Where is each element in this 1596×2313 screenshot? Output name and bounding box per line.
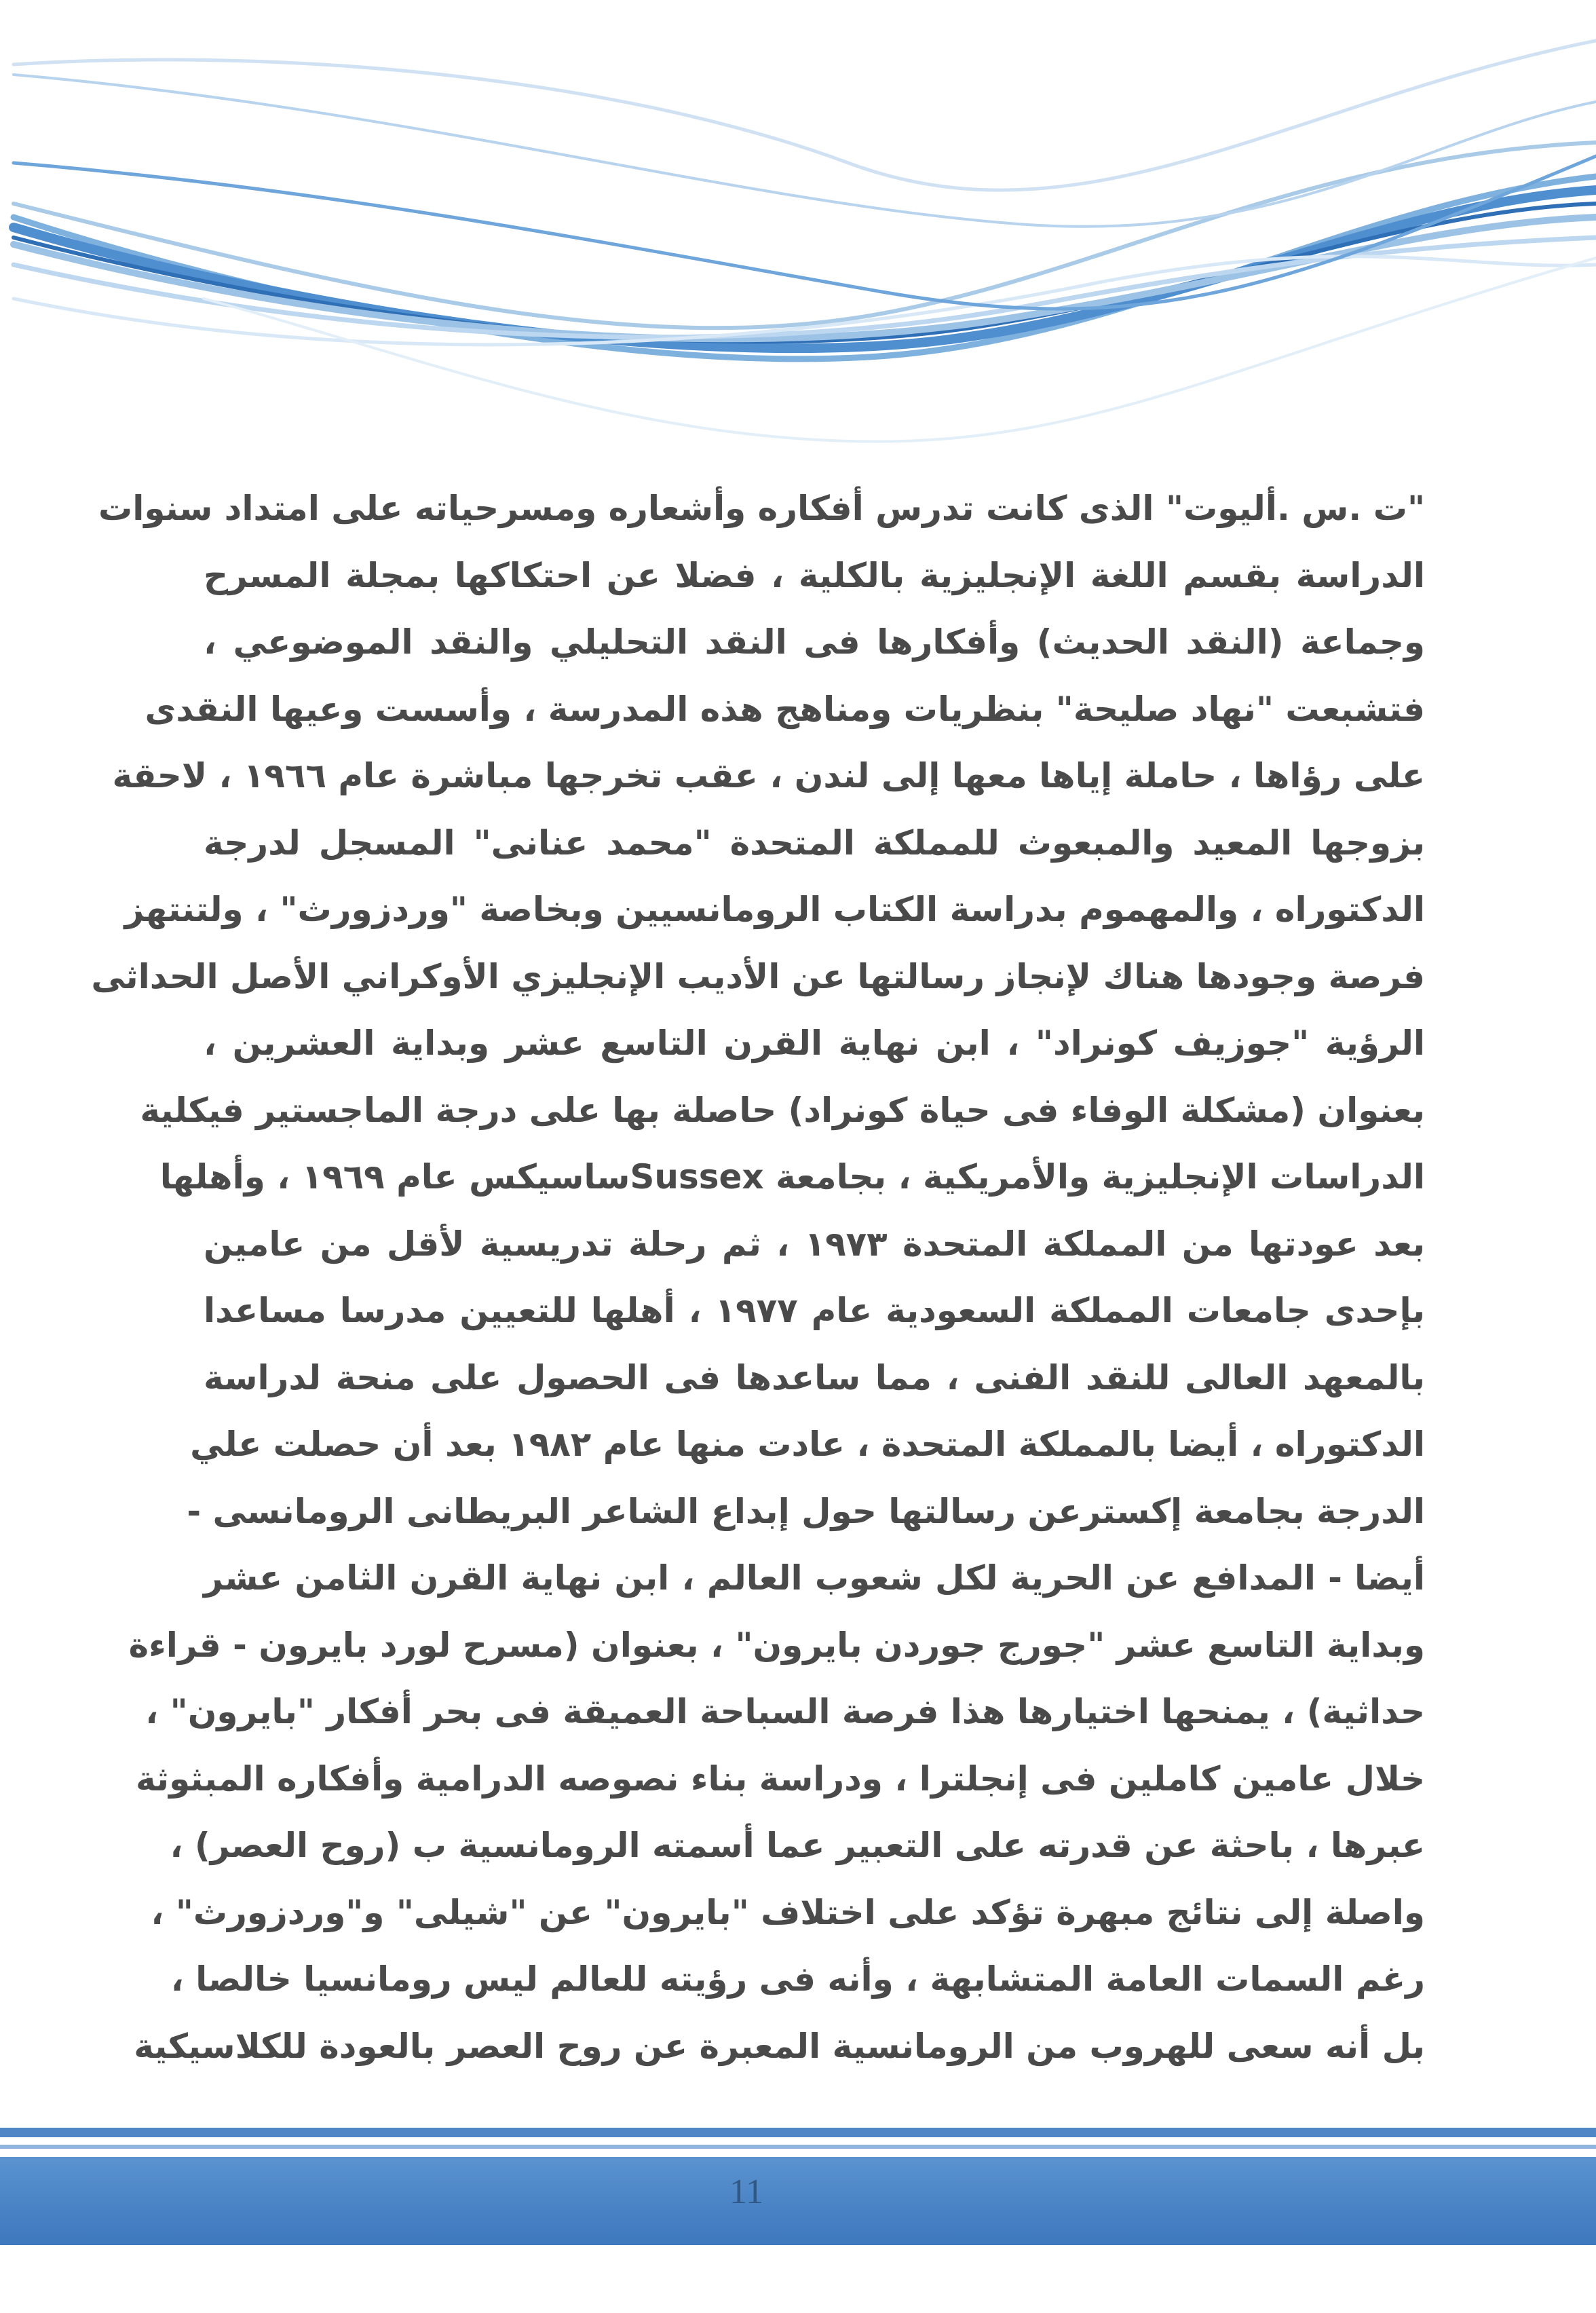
text-line: فتشبعت "نهاد صليحة" بنظريات ومناهج هذه المدرسة ، وأسست وعيها النقدى — [145, 689, 1425, 729]
text-line: الدراسة بقسم اللغة الإنجليزية بالكلية ، فضلا عن احتكاكها بمجلة المسرح — [204, 555, 1425, 595]
text-line: الرؤية "جوزيف كونراد" ، ابن نهاية القرن التاسع عشر وبداية العشرين ، — [204, 1023, 1425, 1063]
text-line: الدكتوراه ، والمهموم بدراسة الكتاب الرومانسيين وبخاصة "وردزورث" ، ولتنتهز — [124, 890, 1425, 929]
text-line: بالمعهد العالى للنقد الفنى ، مما ساعدها فى الحصول على منحة لدراسة — [204, 1357, 1425, 1397]
wave-line — [14, 204, 1596, 341]
text-line: بإحدى جامعات المملكة السعودية عام ١٩٧٧ ، أهلها للتعيين مدرسا مساعدا — [204, 1291, 1426, 1330]
text-line: خلال عامين كاملين فى إنجلترا ، ودراسة بناء نصوصه الدرامية وأفكاره المبثوثة — [135, 1759, 1425, 1799]
wave-line — [204, 258, 1596, 442]
article-text — [91, 475, 1426, 2080]
text-line: بزوجها المعيد والمبعوث للمملكة المتحدة "محمد عنانى" المسجل لدرجة — [204, 823, 1425, 863]
text-line: على رؤاها ، حاملة إياها معها إلى لندن ، عقب تخرجها مباشرة عام ١٩٦٦ ، لاحقة — [112, 756, 1425, 795]
decorative-wave-header — [0, 0, 1596, 489]
text-line: بعنوان (مشكلة الوفاء فى حياة كونراد) حاصلة بها على درجة الماجستير فيكلية — [140, 1090, 1425, 1130]
text-line: حداثية) ، يمنحها اختيارها هذا فرصة السباحة العميقة فى بحر أفكار "بايرون" ، — [145, 1692, 1425, 1731]
page-number: 11 — [729, 2173, 764, 2211]
wave-line — [14, 41, 1596, 190]
text-line: "ت .س .أليوت" الذى كانت تدرس أفكاره وأشعاره ومسرحياته على امتداد سنوات — [98, 489, 1425, 528]
text-line: وبداية التاسع عشر "جورج جوردن بايرون" ، بعنوان (مسرح لورد بايرون - قراءة — [128, 1625, 1425, 1665]
text-line: فرصة وجودها هناك لإنجاز رسالتها عن الأديب الإنجليزي الأوكراني الأصل الحداثى — [91, 956, 1425, 996]
footer-rule — [0, 2128, 1596, 2137]
text-line: رغم السمات العامة المتشابهة ، وأنه فى رؤيته للعالم ليس رومانسيا خالصا ، — [170, 1959, 1425, 1999]
text-line: بعد عودتها من المملكة المتحدة ١٩٧٣ ، ثم رحلة تدريسية لأقل من عامين — [204, 1224, 1425, 1264]
text-line: الدكتوراه ، أيضا بالمملكة المتحدة ، عادت منها عام ١٩٨٢ بعد أن حصلت علي — [190, 1425, 1425, 1464]
text-line: الدراسات الإنجليزية والأمريكية ، بجامعة Sussexساسيكس عام ١٩٦٩ ، وأهلها — [159, 1157, 1425, 1197]
text-line: وجماعة (النقد الحديث) وأفكارها فى النقد التحليلي والنقد الموضوعي ، — [204, 622, 1425, 662]
text-line: واصلة إلى نتائج مبهرة تؤكد على اختلاف "بايرون" عن "شيلى" و"وردزورث" ، — [151, 1892, 1425, 1932]
footer-rule — [0, 2145, 1596, 2149]
text-line: بل أنه سعى للهروب من الرومانسية المعبرة عن روح العصر بالعودة للكلاسيكية — [134, 2026, 1425, 2066]
text-line: عبرها ، باحثة عن قدرته على التعبير عما أسمته الرومانسية ب (روح العصر) ، — [170, 1826, 1425, 1865]
text-line: أيضا - المدافع عن الحرية لكل شعوب العالم ، ابن نهاية القرن الثامن عشر — [204, 1558, 1425, 1598]
text-line: الدرجة بجامعة إكسترعن رسالتها حول إبداع الشاعر البريطانى الرومانسى - — [187, 1491, 1425, 1531]
wave-line — [14, 75, 1596, 227]
